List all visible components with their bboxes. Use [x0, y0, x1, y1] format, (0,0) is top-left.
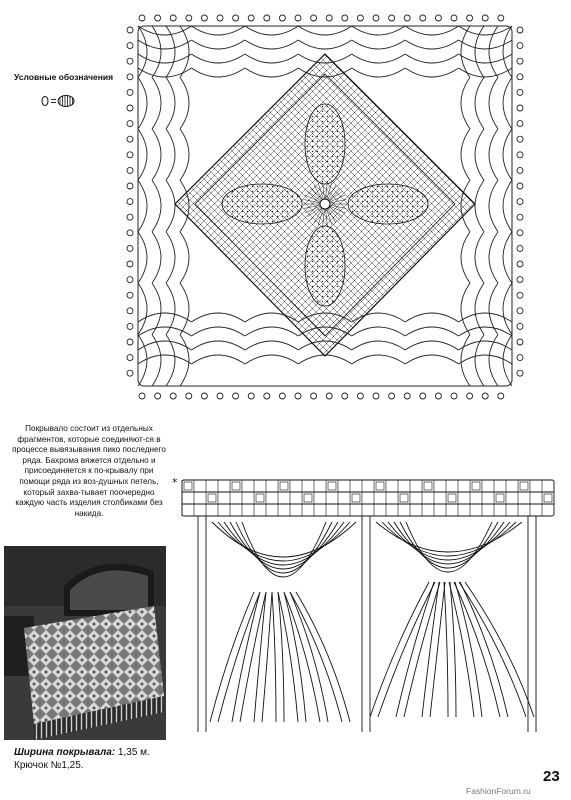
- width-value: 1,35 м.: [117, 747, 150, 758]
- description-text: Покрывало состоит из отдельных фрагментов, которые соединяют-ся в процессе вывязывания пико последнего ряда. Бахрома вяжется отдельно и присоединяется к по-крывалу при помощи ряда из воз-душных петель, который захва-тывает поочередно каждую часть изделия столбиками без накида.: [12, 424, 166, 518]
- fringe-arcs: [212, 522, 522, 577]
- bullion-stitch-icon: [40, 94, 80, 108]
- page-number: 23: [543, 768, 560, 785]
- watermark: FashionForum.ru: [466, 786, 531, 796]
- width-label: Ширина покрывала:: [14, 747, 116, 758]
- fringe-edging-chart: [172, 472, 560, 742]
- svg-text:*: *: [172, 476, 178, 489]
- legend-title: Условные обозначения: [14, 72, 114, 82]
- hook-size: Крючок №1,25.: [14, 760, 84, 771]
- square-motif-chart: [120, 4, 530, 410]
- edging-filet-blocks: [182, 480, 552, 516]
- fringe-strands: [210, 582, 534, 722]
- bedspread-photo: [4, 546, 166, 740]
- bedspread-width: [14, 747, 150, 758]
